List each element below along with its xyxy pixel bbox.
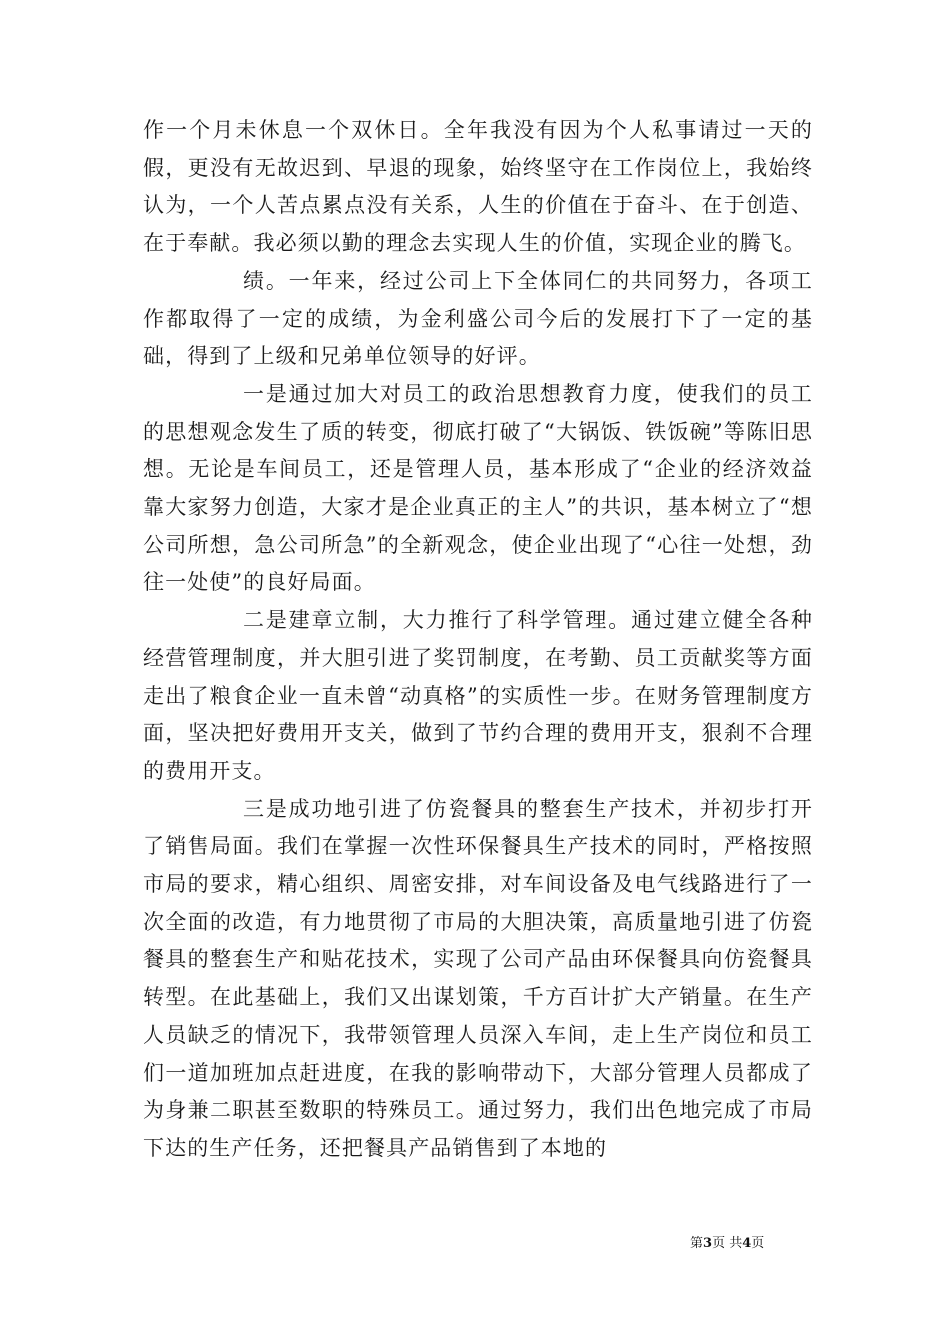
paragraph-5: 三是成功地引进了仿瓷餐具的整套生产技术，并初步打开了销售局面。我们在掌握一次性环保餐具生产技术的同时，严格按照市局的要求，精心组织、周密安排，对车间设备及电气线路进行了一次全面的改造，有力地贯彻了市局的大胆决策，高质量地引进了仿瓷餐具的整套生产和贴花技术，实现了公司产品由环保餐具向仿瓷餐具转型。在此基础上，我们又出谋划策，千方百计扩大产销量。在生产人员缺乏的情况下，我带领管理人员深入车间，走上生产岗位和员工们一道加班加点赶进度，在我的影响带动下，大部分管理人员都成了为身兼二职甚至数职的特殊员工。通过努力，我们出色地完成了市局下达的生产任务，还把餐具产品销售到了本地的 [143, 796, 813, 1160]
paragraph-1: 作一个月未休息一个双休日。全年我没有因为个人私事请过一天的假，更没有无故迟到、早退的现象，始终坚守在工作岗位上，我始终认为，一个人苦点累点没有关系，人生的价值在于奋斗、在于创造、在于奉献。我必须以勤的理念去实现人生的价值，实现企业的腾飞。 [143, 118, 813, 256]
paragraph-2: 绩。一年来，经过公司上下全体同仁的共同努力，各项工作都取得了一定的成绩，为金利盛公司今后的发展打下了一定的基础，得到了上级和兄弟单位领导的好评。 [143, 268, 813, 369]
document-body [143, 112, 813, 1168]
total-page-number: 4 [742, 1236, 752, 1251]
footer-middle: 页 共 [712, 1236, 743, 1251]
paragraph-3: 一是通过加大对员工的政治思想教育力度，使我们的员工的思想观念发生了质的转变，彻底打破了“大锅饭、铁饭碗”等陈旧思想。无论是车间员工，还是管理人员，基本形成了“企业的经济效益靠大家努力创造，大家才是企业真正的主人”的共识，基本树立了“想公司所想，急公司所急”的全新观念，使企业出现了“心往一处想，劲往一处使”的良好局面。 [143, 381, 813, 595]
footer-prefix: 第 [690, 1236, 704, 1251]
paragraph-4: 二是建章立制，大力推行了科学管理。通过建立健全各种经营管理制度，并大胆引进了奖罚制度，在考勤、员工贡献奖等方面走出了粮食企业一直未曾“动真格”的实质性一步。在财务管理制度方面，坚决把好费用开支关，做到了节约合理的费用开支，狠刹不合理的费用开支。 [143, 608, 813, 783]
current-page-number: 3 [703, 1236, 713, 1251]
footer-suffix: 页 [751, 1236, 765, 1251]
page-number-footer [690, 1232, 764, 1251]
